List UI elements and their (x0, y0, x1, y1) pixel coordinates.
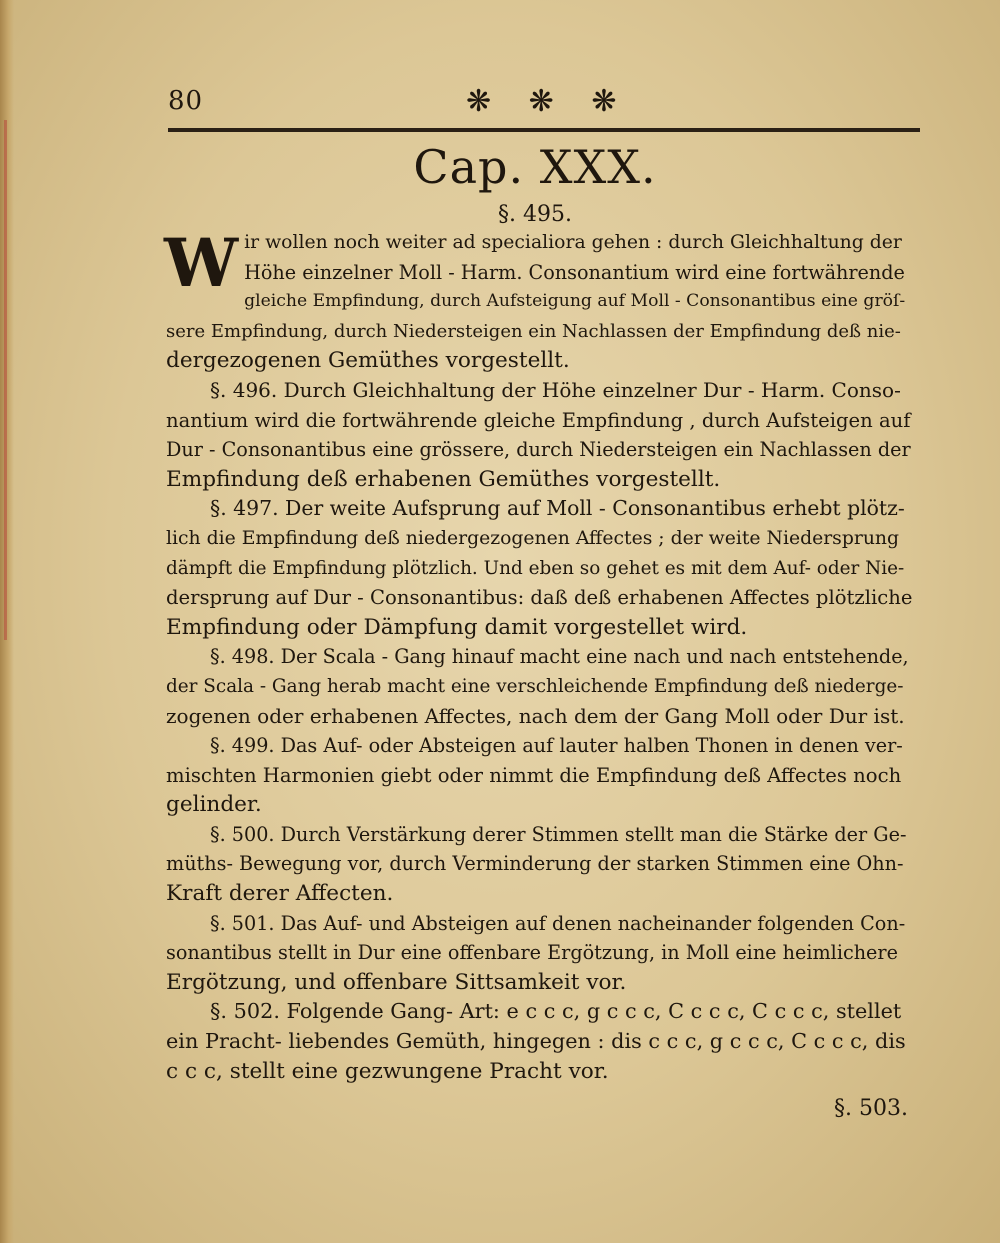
paragraph-501 (166, 909, 912, 998)
paragraph-499 (166, 731, 912, 820)
text-line: Dur - Consonantibus eine grössere, durch Niedersteigen ein Nachlassen der (166, 438, 911, 462)
text-line: c c c, stellt eine gezwungene Pracht vor. (166, 1058, 609, 1084)
header-rule (168, 128, 920, 132)
text-line: Höhe einzelner Moll - Harm. Consonantium wird eine fortwährende (244, 260, 905, 284)
text-line: zogenen oder erhabenen Affectes, nach dem der Gang Moll oder Dur ist. (166, 703, 905, 728)
section-heading: §. 495. (498, 202, 572, 227)
text-line: mischten Harmonien giebt oder nimmt die Empfindung deß Affectes noch (166, 763, 902, 787)
chapter-title: Cap. XXX. (413, 140, 657, 194)
paragraph-498 (166, 642, 912, 731)
header-ornament: ❋ ❋ ❋ (466, 84, 631, 119)
paragraph-500 (166, 820, 912, 909)
text-line: §. 497. Der weite Aufsprung auf Moll - Consonantibus erhebt plötz- (210, 496, 905, 521)
text-line: dämpft die Empfindung plötzlich. Und eben so gehet es mit dem Auf- oder Nie- (166, 557, 905, 579)
text-line: §. 500. Durch Verstärkung derer Stimmen stellt man die Stärke der Ge- (210, 822, 907, 846)
text-line: §. 502. Folgende Gang- Art: e c c c, g c c c, C c c c, C c c c, stellet (210, 999, 902, 1024)
text-line: dergezogenen Gemüthes vorgestellt. (166, 348, 570, 374)
page-header (168, 86, 918, 126)
page-number: 80 (168, 86, 204, 116)
text-line: §. 498. Der Scala - Gang hinauf macht eine nach und nach entstehende, (210, 645, 909, 669)
paragraph-495 (164, 224, 912, 376)
text-line: sere Empfindung, durch Niedersteigen ein Nachlassen der Empfindung deß nie- (166, 320, 901, 342)
text-line: gleiche Empfindung, durch Aufsteigung auf Moll - Consonantibus eine gröſ- (244, 291, 906, 312)
text-line: §. 496. Durch Gleichhaltung der Höhe einzelner Dur - Harm. Conso- (210, 377, 901, 402)
text-line: der Scala - Gang herab macht eine verschleichende Empfindung deß niederge- (166, 675, 904, 697)
text-line: sonantibus stellt in Dur eine offenbare Ergötzung, in Moll eine heimlichere (166, 941, 898, 965)
text-line: §. 499. Das Auf- oder Absteigen auf lauter halben Thonen in denen ver- (210, 734, 903, 758)
text-line: lich die Empfindung deß niedergezogenen Affectes ; der weite Niedersprung (166, 527, 900, 549)
body-text (164, 224, 913, 1086)
page-edge-red-tint (4, 120, 7, 640)
text-line: Kraft derer Affecten. (166, 881, 394, 907)
paragraph-496 (166, 376, 912, 494)
paragraph-502 (166, 997, 912, 1086)
text-line: ein Pracht- liebendes Gemüth, hingegen : dis c c c, g c c c, C c c c, dis (166, 1029, 906, 1054)
text-line: Empfindung deß erhabenen Gemüthes vorgestellt. (166, 466, 721, 492)
text-line: gelinder. (166, 792, 262, 818)
text-line: Ergötzung, und offenbare Sittsamkeit vor. (166, 969, 627, 995)
text-line: dersprung auf Dur - Consonantibus: daß deß erhabenen Affectes plötzliche (166, 586, 913, 610)
paragraph-497 (166, 494, 912, 642)
text-line: nantium wird die fortwährende gleiche Empfindung , durch Aufsteigen auf (166, 408, 911, 432)
text-line: Empfindung oder Dämpfung damit vorgestellet wird. (166, 614, 748, 640)
text-line: ir wollen noch weiter ad specialiora gehen : durch Gleichhaltung der (244, 232, 902, 253)
drop-cap-initial: W (164, 224, 239, 302)
text-line: §. 501. Das Auf- und Absteigen auf denen nacheinander folgenden Con- (210, 911, 906, 935)
text-line: müths- Bewegung vor, durch Verminderung der starken Stimmen eine Ohn- (166, 852, 904, 876)
catchword: §. 503. (834, 1096, 908, 1121)
